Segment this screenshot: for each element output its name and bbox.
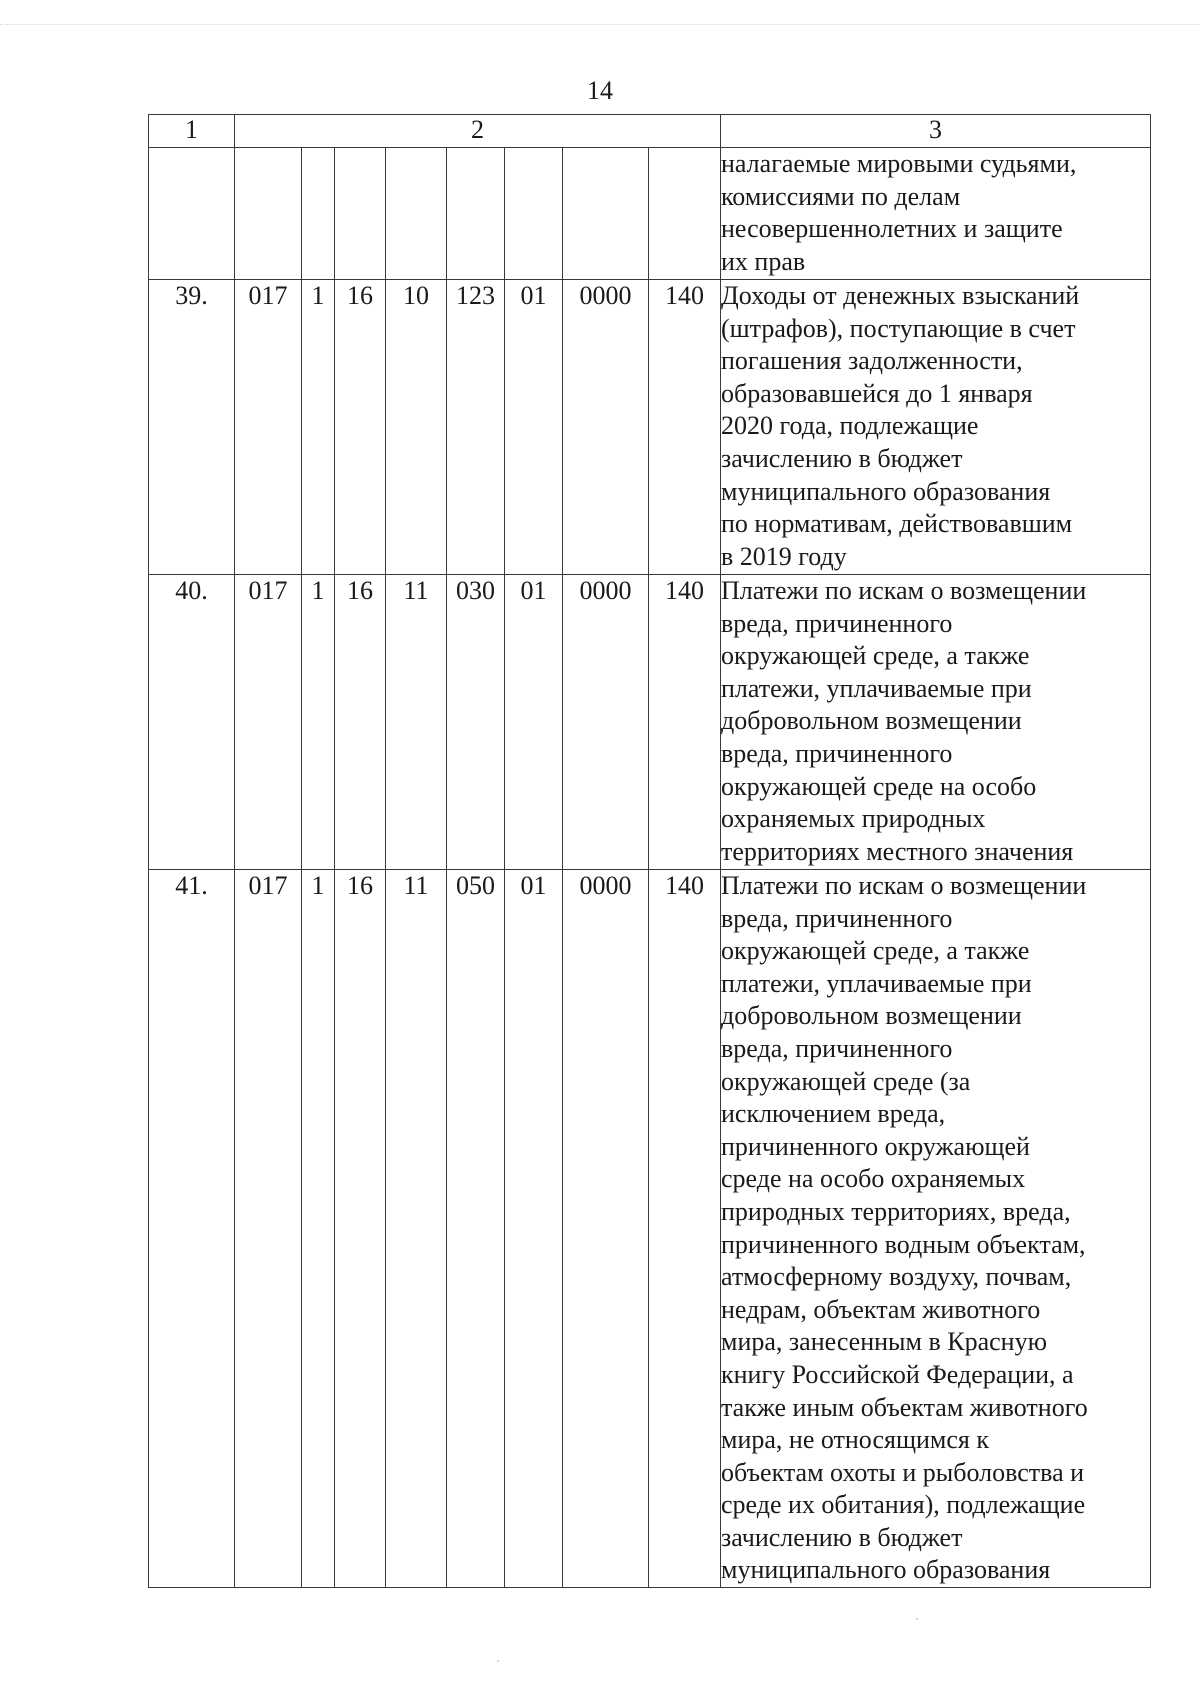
description-line: среде их обитания), подлежащие xyxy=(721,1490,1086,1520)
description-line: налагаемые мировыми судьями, xyxy=(721,149,1077,178)
header-col-3: 3 xyxy=(721,115,1151,148)
description-line: вреда, причиненного xyxy=(721,1033,953,1063)
code-economic: 140 xyxy=(649,870,721,1588)
code-subgroup: 16 xyxy=(335,870,386,1588)
description-line: исключением вреда, xyxy=(721,1099,946,1129)
code-admin xyxy=(235,148,302,280)
description-line: Платежи по искам о возмещении xyxy=(721,871,1087,900)
row-number: 41. xyxy=(149,870,235,1588)
code-subgroup: 16 xyxy=(335,280,386,575)
description-line: зачислению в бюджет xyxy=(721,443,963,473)
description-line: вреда, причиненного xyxy=(721,738,953,768)
row-description xyxy=(721,280,1151,575)
description-line: их прав xyxy=(721,246,806,276)
description-line: образовавшейся до 1 января xyxy=(721,378,1033,408)
table-row xyxy=(149,575,1151,870)
description-line: окружающей среде (за xyxy=(721,1066,971,1096)
table-row xyxy=(149,148,1151,280)
description-line: муниципального образования xyxy=(721,1555,1051,1585)
code-program xyxy=(563,148,649,280)
description-line: (штрафов), поступающие в счет xyxy=(721,313,1076,343)
row-description xyxy=(721,148,1151,280)
code-program: 0000 xyxy=(563,575,649,870)
row-description xyxy=(721,575,1151,870)
code-admin: 017 xyxy=(235,280,302,575)
description-line: платежи, уплачиваемые при xyxy=(721,673,1032,703)
description-line: в 2019 году xyxy=(721,541,847,571)
description-line: по нормативам, действовавшим xyxy=(721,509,1073,539)
code-group: 1 xyxy=(302,575,335,870)
header-col-2: 2 xyxy=(235,115,721,148)
row-description xyxy=(721,870,1151,1588)
description-line: Платежи по искам о возмещении xyxy=(721,576,1087,605)
table-header-row xyxy=(149,115,1151,148)
row-number: 39. xyxy=(149,280,235,575)
code-admin: 017 xyxy=(235,870,302,1588)
description-line: несовершеннолетних и защите xyxy=(721,214,1063,244)
description-line: мира, занесенным в Красную xyxy=(721,1327,1048,1357)
description-line: атмосферному воздуху, почвам, xyxy=(721,1262,1072,1292)
code-subarticle: 050 xyxy=(447,870,505,1588)
description-line: недрам, объектам животного xyxy=(721,1294,1041,1324)
code-subarticle xyxy=(447,148,505,280)
row-number: 40. xyxy=(149,575,235,870)
description-line: причиненного окружающей xyxy=(721,1131,1030,1161)
description-line: окружающей среде, а также xyxy=(721,641,1030,671)
description-line: мира, не относящимся к xyxy=(721,1425,989,1455)
code-economic: 140 xyxy=(649,575,721,870)
description-line: погашения задолженности, xyxy=(721,346,1023,376)
code-program: 0000 xyxy=(563,280,649,575)
code-article: 11 xyxy=(386,870,447,1588)
table-row xyxy=(149,280,1151,575)
description-line: 2020 года, подлежащие xyxy=(721,411,979,441)
code-group xyxy=(302,148,335,280)
scan-artifact-line xyxy=(0,24,1200,25)
code-economic: 140 xyxy=(649,280,721,575)
code-article: 10 xyxy=(386,280,447,575)
description-line: территориях местного значения xyxy=(721,836,1074,866)
code-element: 01 xyxy=(505,870,563,1588)
table-row xyxy=(149,870,1151,1588)
scan-speck xyxy=(916,1618,918,1620)
description-line: окружающей среде на особо xyxy=(721,771,1037,801)
description-line: среде на особо охраняемых xyxy=(721,1164,1026,1194)
code-program: 0000 xyxy=(563,870,649,1588)
description-line: зачислению в бюджет xyxy=(721,1522,963,1552)
code-element xyxy=(505,148,563,280)
description-line: добровольном возмещении xyxy=(721,1001,1022,1031)
code-element: 01 xyxy=(505,280,563,575)
header-col-1: 1 xyxy=(149,115,235,148)
description-line: также иным объектам животного xyxy=(721,1392,1088,1422)
code-subgroup: 16 xyxy=(335,575,386,870)
code-subgroup xyxy=(335,148,386,280)
description-line: объектам охоты и рыболовства и xyxy=(721,1457,1085,1487)
description-line: природных территориях, вреда, xyxy=(721,1196,1071,1226)
description-line: книгу Российской Федерации, а xyxy=(721,1359,1074,1389)
code-group: 1 xyxy=(302,870,335,1588)
budget-code-table xyxy=(148,114,1151,1588)
description-line: добровольном возмещении xyxy=(721,706,1022,736)
code-article: 11 xyxy=(386,575,447,870)
code-group: 1 xyxy=(302,280,335,575)
description-line: вреда, причиненного xyxy=(721,608,953,638)
code-element: 01 xyxy=(505,575,563,870)
code-admin: 017 xyxy=(235,575,302,870)
description-line: комиссиями по делам xyxy=(721,181,961,211)
code-article xyxy=(386,148,447,280)
description-line: охраняемых природных xyxy=(721,804,986,834)
code-subarticle: 030 xyxy=(447,575,505,870)
code-economic xyxy=(649,148,721,280)
description-line: причиненного водным объектам, xyxy=(721,1229,1086,1259)
description-line: вреда, причиненного xyxy=(721,903,953,933)
description-line: платежи, уплачиваемые при xyxy=(721,968,1032,998)
code-subarticle: 123 xyxy=(447,280,505,575)
scan-speck xyxy=(497,1660,499,1662)
description-line: Доходы от денежных взысканий xyxy=(721,281,1080,310)
row-number xyxy=(149,148,235,280)
description-line: окружающей среде, а также xyxy=(721,936,1030,966)
description-line: муниципального образования xyxy=(721,476,1051,506)
page-number: 14 xyxy=(587,76,613,105)
